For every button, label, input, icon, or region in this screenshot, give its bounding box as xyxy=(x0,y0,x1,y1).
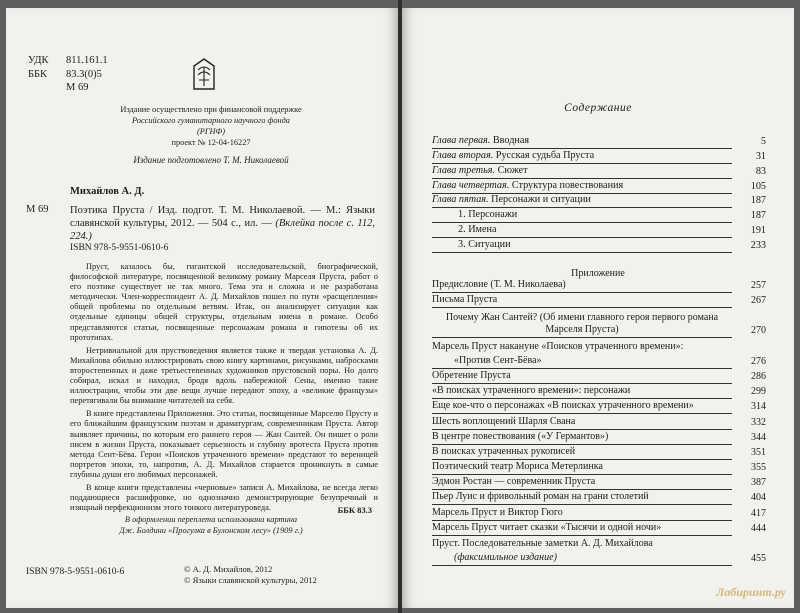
grant-line: проект № 12-04-16227 xyxy=(171,138,251,147)
toc-entry-title xyxy=(432,224,732,238)
biblio-main: Поэтика Пруста / Изд. подгот. Т. М. Николаевой. — М.: Языки славянской культуры, 2012. — 504 с., ил. — xyxy=(70,205,375,229)
right-page xyxy=(402,8,794,608)
toc-entry[interactable] xyxy=(432,194,766,209)
class-value: М 69 xyxy=(66,82,89,93)
copyright-line: © А. Д. Михайлов, 2012 xyxy=(184,564,273,574)
toc-page-number: 191 xyxy=(750,225,766,237)
cover-note-line: В оформлении переплета использована картина xyxy=(124,515,298,524)
appendix-entry[interactable] xyxy=(432,338,766,353)
appendix-entry[interactable] xyxy=(432,490,766,505)
appendix-entry-title: Почему Жан Сантей? (Об имени главного героя первого романа Марселя Пруста) xyxy=(432,312,732,338)
appendix-entry[interactable] xyxy=(432,278,766,293)
appendix-entry[interactable] xyxy=(432,521,766,536)
class-value: 811.161.1 xyxy=(66,55,108,66)
toc-page-number: 344 xyxy=(751,431,766,443)
isbn-bottom: ISBN 978-5-9551-0610-6 xyxy=(26,567,125,577)
chapter-title: Сюжет xyxy=(497,164,528,176)
appendix-entry[interactable] xyxy=(432,399,766,414)
appendix-entry[interactable] xyxy=(432,414,766,429)
toc-subentry[interactable] xyxy=(432,223,766,238)
toc-page-number: 276 xyxy=(751,355,766,367)
isbn-top: ISBN 978-5-9551-0610-6 xyxy=(70,243,169,253)
appendix-entry-title: Обретение Пруста xyxy=(432,370,732,384)
toc-page-number: 286 xyxy=(751,370,766,382)
subsection-title: 3. Ситуации xyxy=(458,239,511,251)
appendix-entry[interactable] xyxy=(432,505,766,520)
toc-subentry[interactable] xyxy=(432,208,766,223)
class-key: УДК xyxy=(28,55,49,66)
toc-page-number: 351 xyxy=(751,446,766,458)
toc-page-number: 31 xyxy=(755,150,766,162)
toc-page-number: 314 xyxy=(751,401,766,413)
chapter-title: Структура повествования xyxy=(511,179,624,191)
cover-note-line: Дж. Болдини «Прогулка в Булонском лесу» (1909 г.) xyxy=(119,525,303,535)
toc-page-number: 257 xyxy=(751,280,766,292)
appendix-entry-title: Шесть воплощений Шарля Свана xyxy=(432,416,732,430)
toc-page-number: 233 xyxy=(750,240,766,252)
appendix-entry[interactable] xyxy=(432,384,766,399)
toc-page-number: 105 xyxy=(750,180,766,192)
appendix-entry-title: Пруст. Последовательные заметки А. Д. Михайлова xyxy=(432,538,653,549)
subsection-title: 1. Персонажи xyxy=(458,209,518,221)
appendix-entry-title: Марсель Пруст накануне «Поисков утраченного времени»: xyxy=(432,340,684,352)
abstract-paragraph: Нетривиальной для пруствоведения является также и твердая установка А. Д. Михайлова обильно иллюстрировать свою книгу картинами, рисунками, набросками второстепенных и даже третьестепенных художников прустовской поры. Но долго собирал, искал и находил, бродя вдоль набережной Сены, именно такие иллюстрации, чтобы эти две вещи лучше передают эпоху, а «великие французы» перетягивали бы внимание читателей на себя. xyxy=(70,345,378,406)
appendix-entry[interactable] xyxy=(432,293,766,308)
copyright xyxy=(184,564,317,586)
toc-page-number: 5 xyxy=(760,135,766,147)
subsection-title: 2. Имена xyxy=(458,224,497,236)
toc-page-number: 355 xyxy=(751,462,766,474)
toc-chapters xyxy=(432,134,766,253)
chapter-label: Глава пятая. xyxy=(432,194,489,206)
appendix-entry[interactable] xyxy=(432,475,766,490)
appendix-entry-title: «В поисках утраченного времени»: персонажи xyxy=(432,385,732,399)
chapter-label: Глава третья. xyxy=(432,164,496,176)
appendix-entry[interactable] xyxy=(432,445,766,460)
appendix-entry-title: Предисловие (Т. М. Николаева) xyxy=(432,279,732,293)
appendix-title: Приложение xyxy=(571,268,625,279)
toc-entry[interactable] xyxy=(432,164,766,179)
toc-page-number: 270 xyxy=(751,325,766,337)
classification-row xyxy=(28,81,108,95)
chapter-label: Глава вторая. xyxy=(432,149,494,161)
classification-row xyxy=(28,54,108,68)
grant-notice xyxy=(86,104,336,148)
grant-line: (РГНФ) xyxy=(197,127,225,136)
chapter-title: Вводная xyxy=(492,134,530,146)
class-key: ББК xyxy=(28,68,48,80)
appendix-entry-title: Поэтический театр Мориса Метерлинка xyxy=(432,461,732,475)
appendix-entry-title: Письма Пруста xyxy=(432,294,732,308)
toc-page-number: 187 xyxy=(750,195,766,207)
toc-entry-title xyxy=(432,165,732,179)
copyright-line: © Языки славянской культуры, 2012 xyxy=(184,575,317,585)
biblio-note: (Вклейка после с. 112, 224.) xyxy=(70,218,375,242)
appendix-entry-title: Пьер Луис и фривольный роман на грани столетий xyxy=(432,491,732,505)
toc-entry-title xyxy=(432,180,732,194)
prepared-by: Издание подготовлено Т. М. Николаевой xyxy=(133,155,289,165)
chapter-label: Глава первая. xyxy=(432,134,491,146)
chapter-title: Персонажи и ситуации xyxy=(491,194,591,206)
appendix-entry-title: В центре повествования («У Германтов») xyxy=(432,431,732,445)
abstract xyxy=(70,262,378,516)
chapter-label: Глава четвертая. xyxy=(432,179,510,191)
appendix-entry[interactable] xyxy=(432,354,766,369)
class-key xyxy=(28,81,66,95)
abstract-paragraph: В конце книги представлены «черновые» записи А. Михайлова, не всегда легко поддающиеся расшифровке, но однозначно демонстрирующие безупречный и изящный перфекционизм этого тонкого литературоведа. xyxy=(70,482,378,513)
appendix-entry-title: Еще кое-что о персонажах «В поисках утраченного времени» xyxy=(432,400,732,414)
chapter-title: Русская судьба Пруста xyxy=(495,149,595,161)
left-page xyxy=(6,8,398,608)
classification-block xyxy=(28,54,108,95)
cover-note xyxy=(86,515,336,536)
abstract-paragraph: В книге представлены Приложения. Это статьи, посвященные Марселю Прусту и его ближайшим французским поэтам и драматургам, современникам Пруста. Автор выявляет причины, по которым его раннего героя — Жан Сантей. Он пишет о роли писем в жизни Пруста, показывает серьезность и глубину вротеста Пруста против метода Сент-Бёва. Герои «Поисков утраченного времени» предстают то вереницей портретов эпохи, то, напротив, А. Д. Михайлов старается проникнуть в самые глубины души его любимых персонажей. xyxy=(70,409,378,479)
appendix-entry-title: «Против Сент-Бёва» xyxy=(432,355,732,369)
toc-entry[interactable] xyxy=(432,179,766,194)
appendix-entry[interactable] xyxy=(432,430,766,445)
appendix-entry[interactable] xyxy=(432,460,766,475)
toc-page-number: 299 xyxy=(751,386,766,398)
abstract-paragraph: Пруст, казалось бы, гигантской исследовательской, биографической, философской литературе, посвященной великому роману Марселя Пруста, работ о его поэтике существует не так много. Тема эта и сложна и не разработана методически. Член-корреспондент А. Д. Михайлов пошел по пути «расщепления» общей проблемы по отдельным ветвям. Итак, он анализирует ситуации как отдельные единицы общей структуры, отдельным имена в романе. Особо представляются статьи, посвященные персонажам романа и гипотезы об их прототипах. xyxy=(70,262,378,342)
appendix-entry-title: В поисках утраченных рукописей xyxy=(432,446,732,460)
toc-page-number: 187 xyxy=(750,210,766,222)
bbk-code: ББК 83.3 xyxy=(337,505,372,515)
toc-page-number xyxy=(732,550,766,551)
toc-page-number: 404 xyxy=(751,492,766,504)
appendix-entry-title: Эдмон Ростан — современник Пруста xyxy=(432,476,732,490)
bibliographic-entry xyxy=(70,204,375,243)
appendix-entry[interactable] xyxy=(432,551,766,566)
appendix-entry-title: Марсель Пруст читает сказки «Тысячи и одной ночи» xyxy=(432,522,732,536)
appendix-entry-title: Марсель Пруст и Виктор Гюго xyxy=(432,507,732,521)
toc-page-number xyxy=(732,353,766,354)
classification-row xyxy=(28,68,108,82)
toc-page-number: 417 xyxy=(751,507,766,519)
toc-entry[interactable] xyxy=(432,149,766,164)
toc-page-number: 455 xyxy=(751,553,766,565)
toc-subentry[interactable] xyxy=(432,238,766,253)
grant-line: Издание осуществлено при финансовой поддержке xyxy=(120,105,302,114)
toc-page-number: 83 xyxy=(755,165,766,177)
toc-entry-title xyxy=(432,135,732,149)
toc-entry-title xyxy=(432,209,732,223)
appendix-entry[interactable] xyxy=(432,369,766,384)
labirint-watermark: Лабиринт.ру xyxy=(716,585,786,599)
appendix-entry[interactable] xyxy=(432,308,766,338)
toc-entry-title xyxy=(432,194,732,208)
toc-title: Содержание xyxy=(564,102,632,114)
call-mark: М 69 xyxy=(26,204,49,215)
toc-page-number: 267 xyxy=(751,295,766,307)
publisher-logo-icon xyxy=(193,58,215,92)
appendix-entry[interactable] xyxy=(432,536,766,551)
grant-line: Российского гуманитарного научного фонда xyxy=(132,116,290,125)
toc-entry-title xyxy=(432,150,732,164)
appendix-entry-title: (факсимильное издание) xyxy=(432,552,732,566)
toc-appendix xyxy=(432,278,766,566)
toc-entry-title xyxy=(432,239,732,253)
toc-page-number: 332 xyxy=(751,416,766,428)
class-value: 83.3(0)5 xyxy=(66,68,102,80)
toc-entry[interactable] xyxy=(432,134,766,149)
author-heading: Михайлов А. Д. xyxy=(70,186,145,197)
toc-page-number: 387 xyxy=(751,477,766,489)
toc-page-number: 444 xyxy=(751,522,766,534)
